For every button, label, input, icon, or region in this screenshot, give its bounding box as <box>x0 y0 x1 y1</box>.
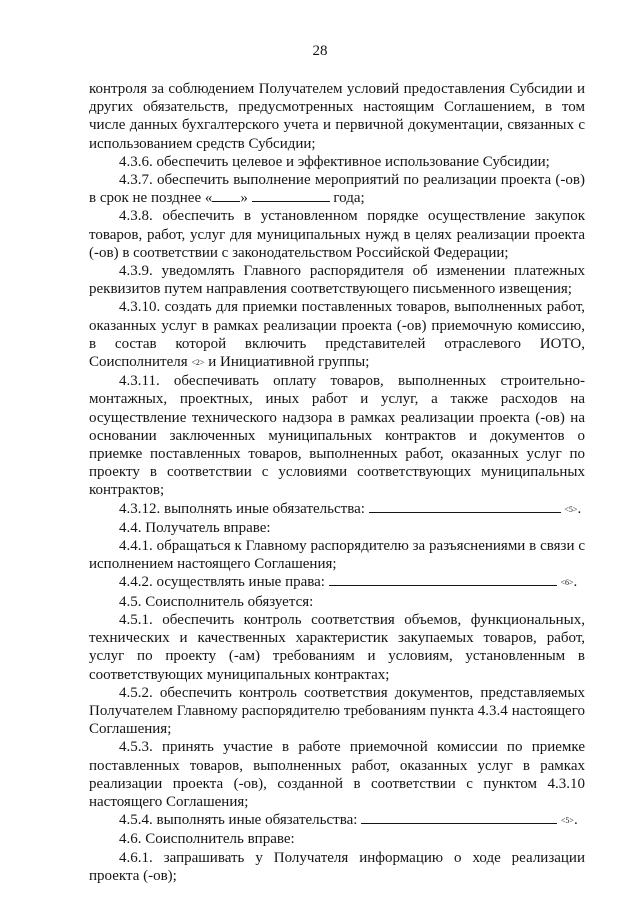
footnote-ref-5b: <5> <box>560 816 574 826</box>
obligations-blank-line <box>369 500 561 513</box>
footnote-ref-2: <2> <box>191 358 205 368</box>
paragraph-4-3-6: 4.3.6. обеспечить целевое и эффективное использование Субсидии; <box>119 153 550 170</box>
paragraph-4-4-2: 4.4.2. осуществлять иные права: <6>. <box>119 574 578 591</box>
day-blank-line <box>212 189 240 202</box>
paragraph-control-continuation: контроля за соблюдением Получателем условий предоставления Субсидии и других обязательств, предусмотренных настоящим Соглашением, в том числе данных бухгалтерского учета и первичной документации, связанных с использованием средств Субсидии; <box>89 81 585 152</box>
paragraph-4-5-2: 4.5.2. обеспечить контроль соответствия документов, представляемых Получателем Главному распорядителю требованиям пункта 4.3.4 настоящего Соглашения; <box>89 684 585 738</box>
paragraph-4-5: 4.5. Соисполнитель обязуется: <box>119 593 314 610</box>
paragraph-4-5-1: 4.5.1. обеспечить контроль соответствия объемов, функциональных, технических и качественных характеристик закупаемых товаров, работ, услуг по проекту (-ам) требованиям и условиям, установленным в соответствующих муниципальных контрактах; <box>89 611 585 683</box>
paragraph-4-3-10: 4.3.10. создать для приемки поставленных товаров, выполненных работ, оказанных услуг в рамках реализации проекта (-ов) приемочную комиссию, в состав которой включить представителей отраслевого ИОТО, Соисполнителя <2> и Инициативной группы; <box>89 299 585 371</box>
footnote-ref-6: <6> <box>560 578 574 588</box>
paragraph-4-3-7: 4.3.7. обеспечить выполнение мероприятий по реализации проекта (-ов) в срок не позднее « » года; <box>89 172 585 207</box>
paragraph-4-3-12: 4.3.12. выполнять иные обязательства: <5>. <box>119 500 582 517</box>
obligations-blank-line-2 <box>361 811 557 824</box>
paragraph-4-3-8: 4.3.8. обеспечить в установленном порядке осуществление закупок товаров, работ, услуг для муниципальных нужд в целях реализации проекта (-ов) в соответствии с законодательством Российской Федерации; <box>89 208 585 261</box>
month-blank-line <box>252 189 330 202</box>
paragraph-4-5-3: 4.5.3. принять участие в работе приемочной комиссии по приемке поставленных товаров, выполненных работ, оказанных услуг в рамках реализации проекта (-ов), созданной в соответствии с пунктом 4.3.10 настоящего Соглашения; <box>89 739 585 810</box>
paragraph-4-6-1: 4.6.1. запрашивать у Получателя информацию о ходе реализации проекта (-ов); <box>89 849 585 884</box>
page-number: 28 <box>312 43 328 59</box>
paragraph-4-6: 4.6. Соисполнитель вправе: <box>119 831 295 848</box>
paragraph-4-3-9: 4.3.9. уведомлять Главного распорядителя об изменении платежных реквизитов путем направления соответствующего письменного извещения; <box>89 263 585 298</box>
paragraph-4-4: 4.4. Получатель вправе: <box>119 519 271 536</box>
footnote-ref-5: <5> <box>564 504 578 514</box>
paragraph-4-4-1: 4.4.1. обращаться к Главному распорядителю за разъяснениями в связи с исполнением настоящего Соглашения; <box>89 538 585 573</box>
paragraph-4-3-11: 4.3.11. обеспечивать оплату товаров, выполненных строительно-монтажных, проектных, иных работ и услуг, а также расходов на осуществление технического надзора в рамках реализации проекта (-ов) на основании заключенных муниципальных контрактов и документов о приемке поставленных товаров, выполненных работ, оказанных услуг по проекту в соответствии с условиями соответствующих муниципальных контрактов; <box>89 373 585 499</box>
rights-blank-line <box>329 573 557 586</box>
document-body <box>89 80 585 885</box>
paragraph-4-5-4: 4.5.4. выполнять иные обязательства: <5>. <box>119 812 578 829</box>
